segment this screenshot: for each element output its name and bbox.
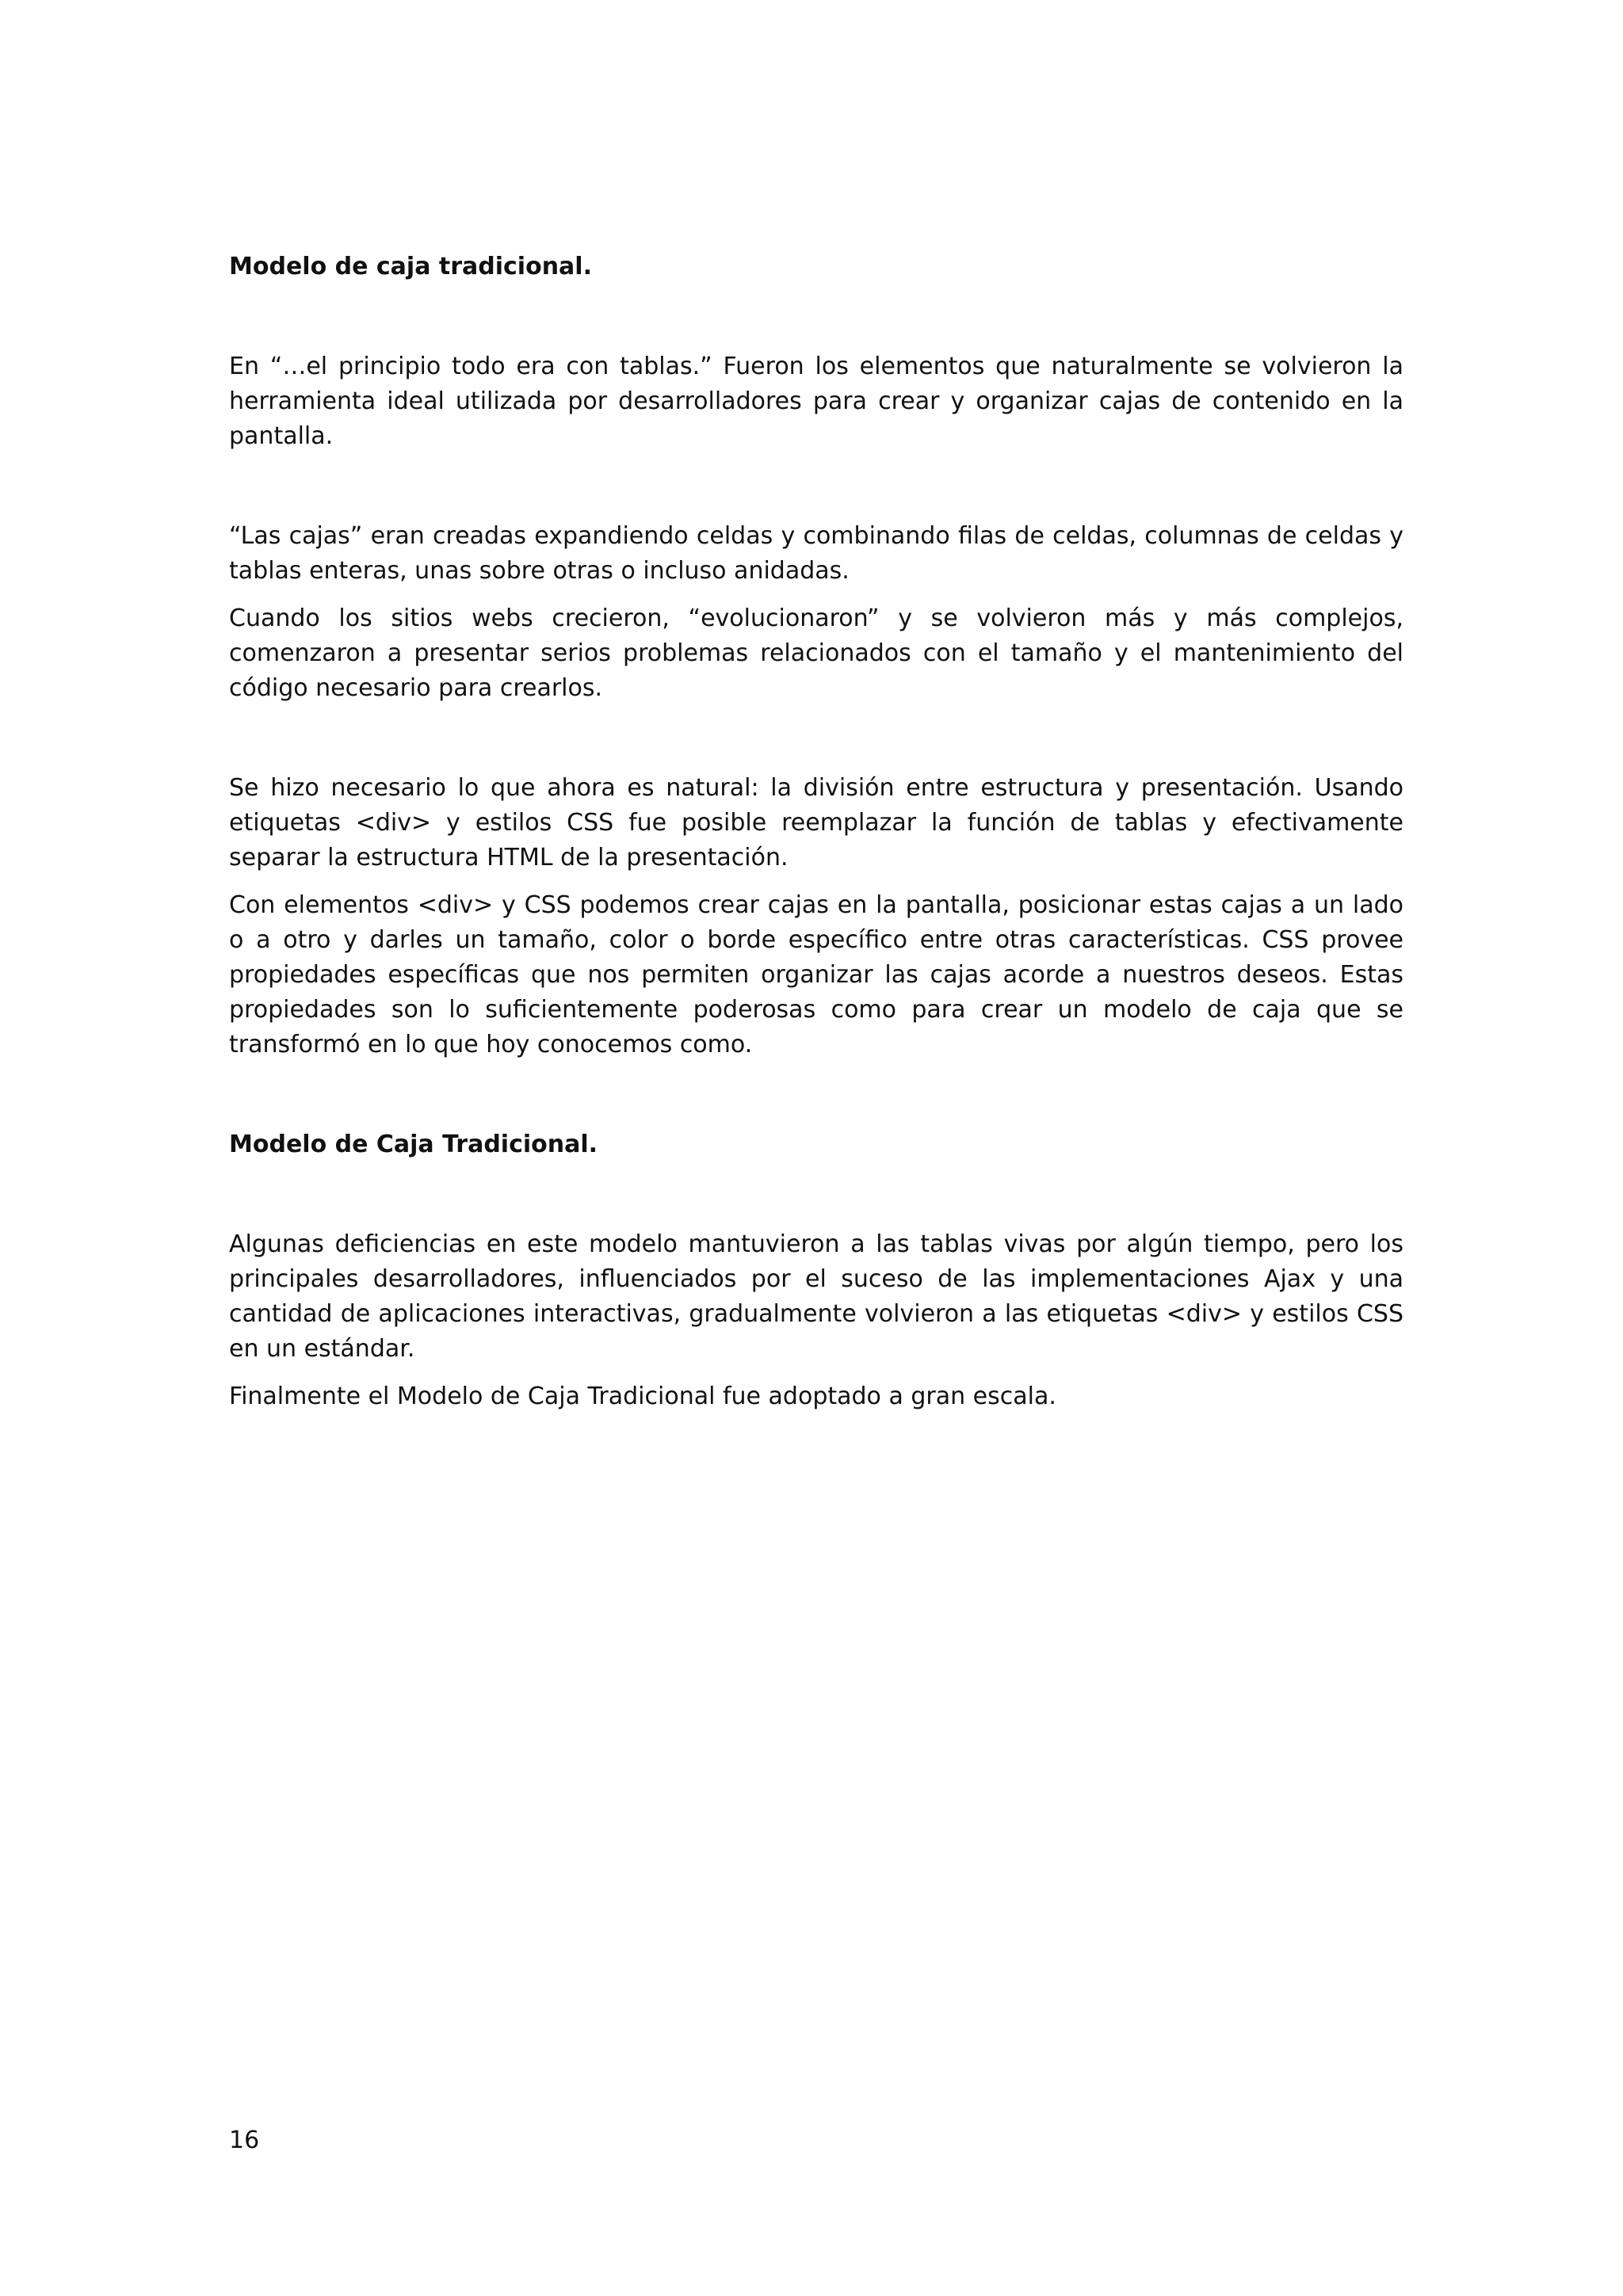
page-number: 16 (229, 2126, 260, 2154)
section-heading-2: Modelo de Caja Tradicional. (229, 1131, 598, 1158)
section-heading-1: Modelo de caja tradicional. (229, 253, 592, 280)
paragraph-3: Cuando los sitios webs crecieron, “evolucionaron” y se volvieron más y más complejos, comenzaron a presentar serios problemas relacionados con el tamaño y el mantenimiento del código necesario para crearlos. (229, 605, 1403, 702)
paragraph-1: En “…el principio todo era con tablas.” Fueron los elementos que naturalmente se volvieron la herramienta ideal utilizada por desarrolladores para crear y organizar cajas de contenido en la pantalla. (229, 353, 1403, 450)
page-content (229, 250, 1403, 1414)
paragraph-2: “Las cajas” eran creadas expandiendo celdas y combinando filas de celdas, columnas de celdas y tablas enteras, unas sobre otras o incluso anidadas. (229, 522, 1403, 585)
paragraph-5: Con elementos <div> y CSS podemos crear cajas en la pantalla, posicionar estas cajas a un lado o a otro y darles un tamaño, color o borde específico entre otras características. CSS provee propiedades específicas que nos permiten organizar las cajas acorde a nuestros deseos. Estas propiedades son lo suficientemente poderosas como para crear un modelo de caja que se transformó en lo que hoy conocemos como. (229, 891, 1403, 1058)
paragraph-4: Se hizo necesario lo que ahora es natural: la división entre estructura y presentación. Usando etiquetas <div> y estilos CSS fue posible reemplazar la función de tablas y efectivamente separar la estructura HTML de la presentación. (229, 774, 1403, 871)
paragraph-7: Finalmente el Modelo de Caja Tradicional fue adoptado a gran escala. (229, 1383, 1056, 1410)
paragraph-6: Algunas deficiencias en este modelo mantuvieron a las tablas vivas por algún tiempo, pero los principales desarrolladores, influenciados por el suceso de las implementaciones Ajax y una cantidad de aplicaciones interactivas, gradualmente volvieron a las etiquetas <div> y estilos CSS en un estándar. (229, 1230, 1403, 1363)
